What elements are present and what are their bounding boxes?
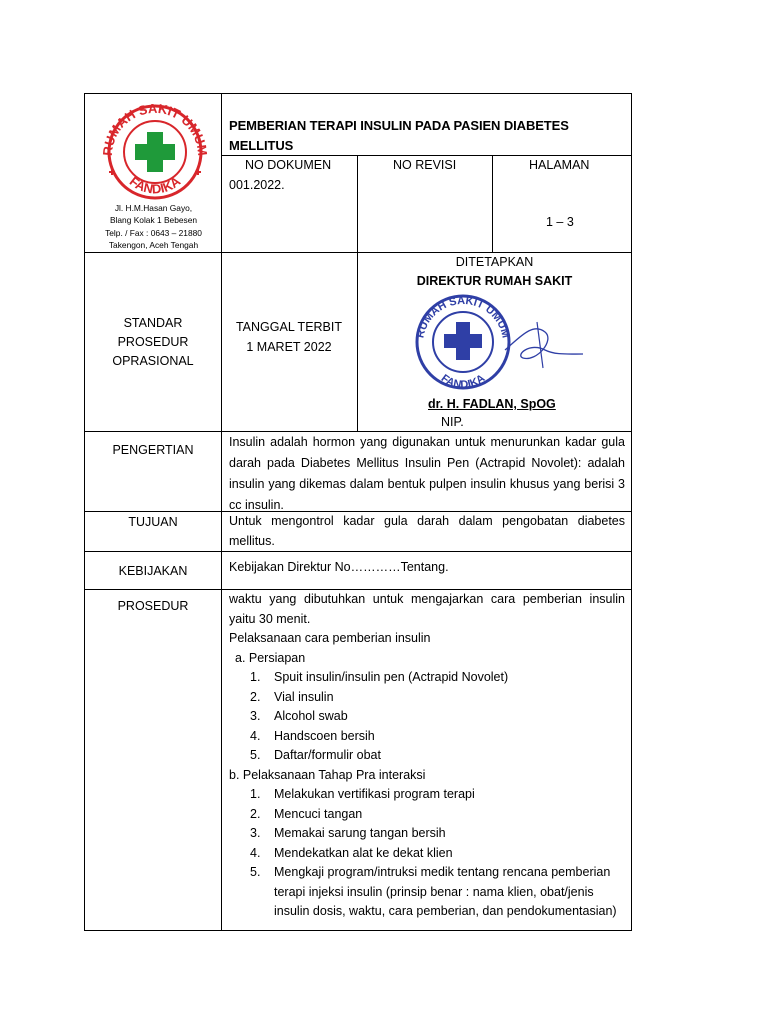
stamp-text-top: RUMAH SAKIT UMUM	[414, 294, 512, 340]
address-line: Telp. / Fax : 0643 – 21880	[105, 227, 202, 238]
logo-text-top: RUMAH SAKIT UMUM	[99, 100, 211, 157]
list-item: 3. Alcohol swab	[250, 709, 348, 723]
halaman-label: HALAMAN	[529, 158, 590, 172]
pengertian-text: Insulin adalah hormon yang digunakan untuk menurunkan kadar gula darah pada Diabetes Mellitus Insulin Pen (Actrapid Novolet): adalah insulin yang dikemas dalam bentuk pulpen insulin khusus yang berisi 3 cc insulin.	[229, 435, 625, 512]
tanggal-terbit	[222, 318, 356, 357]
logo-text-bottom: FANDIKA	[126, 173, 184, 197]
persiapan-list	[229, 668, 625, 766]
sop-type-line: PROSEDUR	[117, 335, 189, 349]
sop-type-line: OPRASIONAL	[112, 354, 194, 368]
persiapan-heading: a. Persiapan	[235, 650, 306, 665]
tujuan-text: Untuk mengontrol kadar gula darah dalam pengobatan diabetes mellitus.	[229, 514, 625, 548]
pengertian-label: PENGERTIAN	[112, 443, 194, 457]
prosedur-subtitle: Pelaksanaan cara pemberian insulin	[229, 631, 431, 645]
address-line: Jl. H.M.Hasan Gayo,	[114, 203, 193, 213]
tujuan-label: TUJUAN	[128, 515, 178, 529]
pra-heading: b. Pelaksanaan Tahap Pra interaksi	[229, 767, 426, 782]
hospital-logo-icon	[85, 94, 222, 204]
signer-name: dr. H. FADLAN, SpOG	[428, 397, 556, 411]
no-dokumen-label: NO DOKUMEN	[245, 158, 332, 172]
tanggal-label: TANGGAL TERBIT	[235, 320, 343, 334]
hospital-address	[88, 202, 219, 252]
list-item: 5. Mengkaji program/intruksi medik tentang rencana pemberian terapi injeksi insulin (prinsip benar : nama klien, obat/jenis insulin dosis, waktu, cara pemberian, dan pendokumentasian)	[250, 865, 617, 918]
divider	[492, 155, 493, 252]
address-line: Takengon, Aceh Tengah	[108, 240, 199, 251]
no-revisi-label: NO REVISI	[393, 158, 457, 172]
list-item: 3. Memakai sarung tangan bersih	[250, 826, 446, 840]
halaman-value: 1 – 3	[546, 215, 574, 229]
stamp-text-bottom: FANDIKA	[438, 372, 488, 392]
sop-type-line: STANDAR	[123, 316, 183, 330]
list-item: 4. Mendekatkan alat ke dekat klien	[250, 845, 453, 860]
divider	[84, 551, 632, 552]
prosedur-content	[229, 590, 625, 922]
kebijakan-text: Kebijakan Direktur No…………Tentang.	[229, 560, 449, 574]
nip-label: NIP.	[441, 415, 464, 429]
direktur-label: DIREKTUR RUMAH SAKIT	[416, 274, 573, 288]
kebijakan-label: KEBIJAKAN	[118, 564, 188, 578]
list-item: 2. Vial insulin	[250, 689, 334, 704]
sop-type-label	[86, 314, 220, 371]
no-dokumen-cell	[229, 156, 355, 195]
list-item: 1. Melakukan vertifikasi program terapi	[250, 787, 475, 801]
list-item: 5. Daftar/formulir obat	[250, 748, 381, 762]
pra-list	[229, 785, 625, 922]
stamp-seal-icon	[405, 292, 595, 392]
tanggal-value: 1 MARET 2022	[246, 339, 332, 354]
divider	[357, 155, 358, 432]
prosedur-label: PROSEDUR	[117, 599, 189, 613]
ditetapkan-label: DITETAPKAN	[455, 255, 534, 269]
document-title: PEMBERIAN TERAPI INSULIN PADA PASIEN DIABETES MELLITUS	[229, 118, 569, 153]
prosedur-intro: waktu yang dibutuhkan untuk mengajarkan cara pemberian insulin yaitu 30 menit.	[229, 592, 625, 626]
no-dokumen-value: 001.2022.	[229, 177, 285, 192]
official-stamp	[405, 292, 595, 392]
list-item: 2. Mencuci tangan	[250, 806, 363, 821]
address-line: Blang Kolak 1 Bebesen	[109, 215, 198, 226]
list-item: 4. Handscoen bersih	[250, 728, 375, 743]
list-item: 1. Spuit insulin/insulin pen (Actrapid Novolet)	[250, 670, 509, 684]
